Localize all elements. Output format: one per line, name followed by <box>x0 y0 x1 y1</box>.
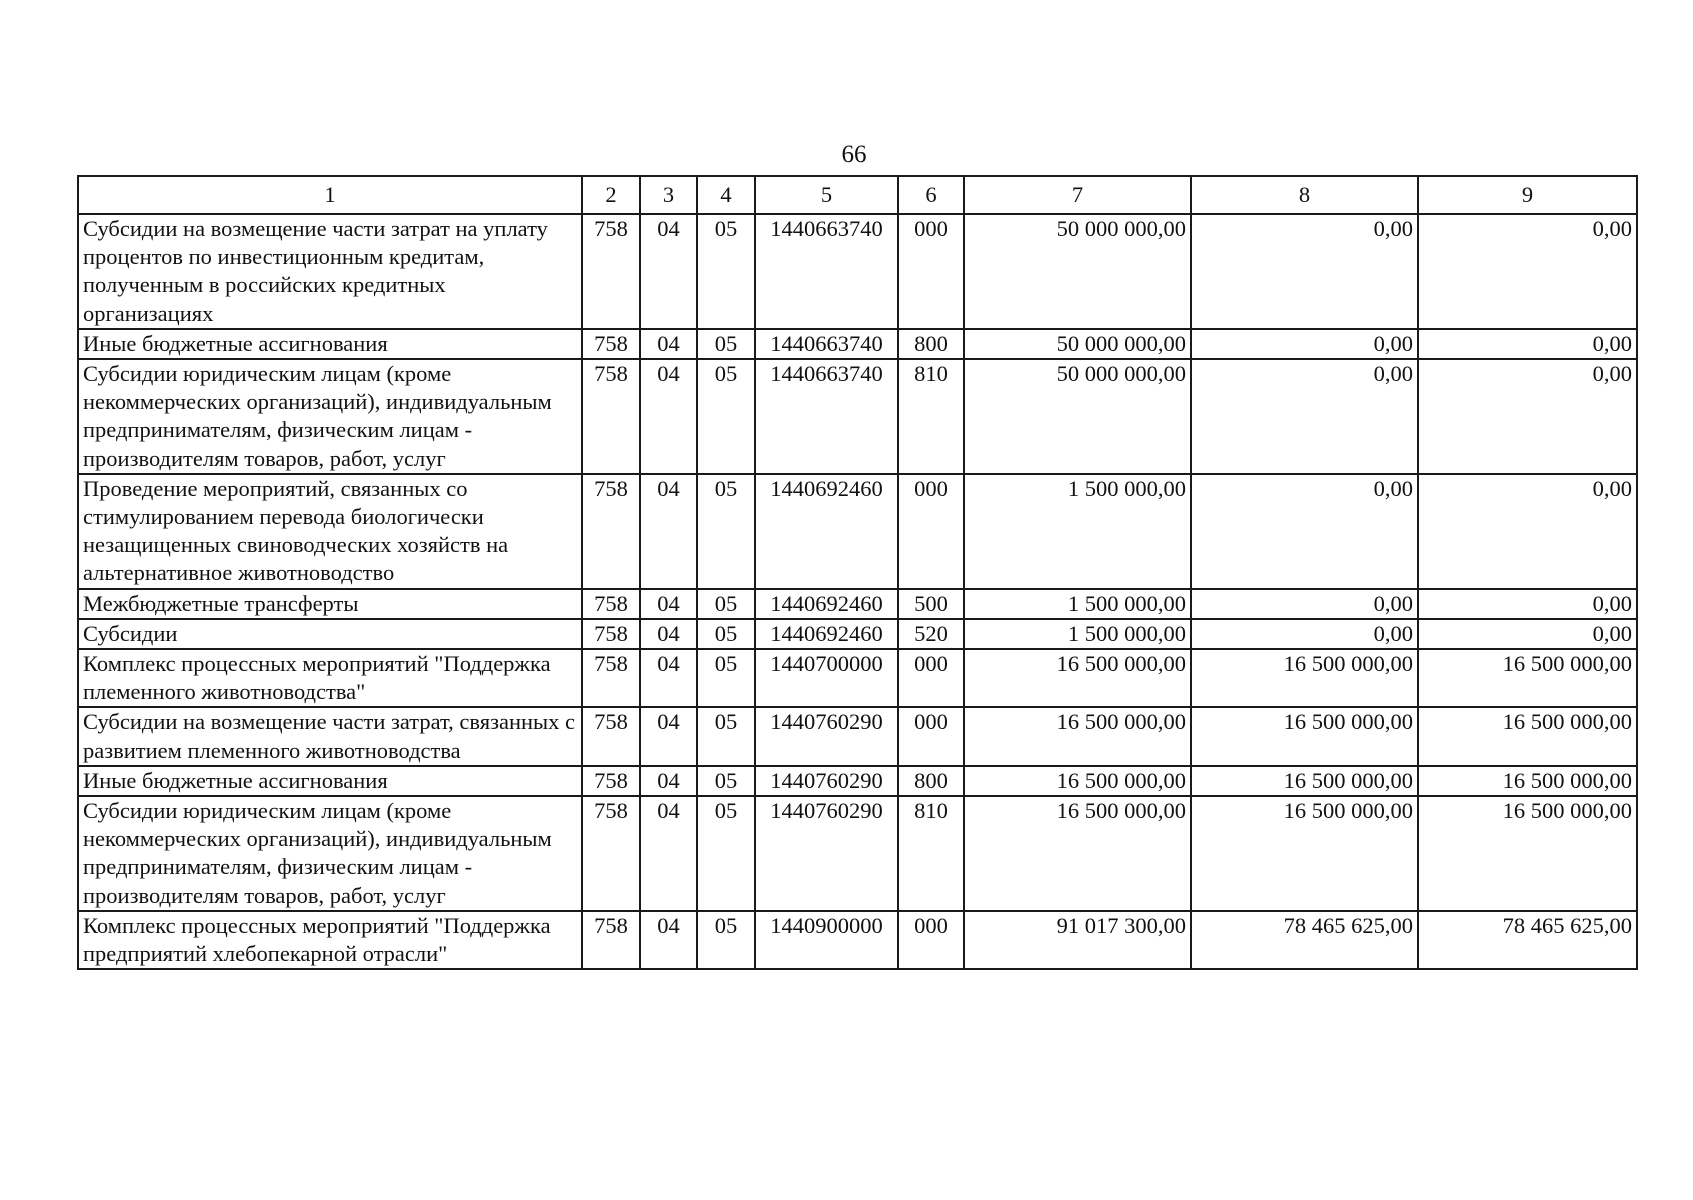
amount-cell: 0,00 <box>1418 474 1637 589</box>
table-row <box>78 707 1637 765</box>
column-header: 4 <box>697 176 755 214</box>
code-cell: 800 <box>898 329 964 359</box>
amount-cell: 16 500 000,00 <box>964 649 1191 707</box>
code-cell: 04 <box>640 589 697 619</box>
amount-cell: 1 500 000,00 <box>964 474 1191 589</box>
amount-cell: 16 500 000,00 <box>1418 796 1637 911</box>
code-cell: 000 <box>898 649 964 707</box>
code-cell: 1440692460 <box>755 474 898 589</box>
column-header: 8 <box>1191 176 1418 214</box>
row-name: Субсидии юридическим лицам (кроме некоммерческих организаций), индивидуальным предпринимателям, физическим лицам - производителям товаров, работ, услуг <box>78 796 582 911</box>
code-cell: 05 <box>697 359 755 474</box>
row-name: Иные бюджетные ассигнования <box>78 329 582 359</box>
amount-cell: 0,00 <box>1418 359 1637 474</box>
page-number: 66 <box>841 141 867 168</box>
amount-cell: 50 000 000,00 <box>964 214 1191 329</box>
code-cell: 1440760290 <box>755 796 898 911</box>
code-cell: 758 <box>582 766 640 796</box>
code-cell: 05 <box>697 766 755 796</box>
code-cell: 04 <box>640 707 697 765</box>
row-name: Субсидии на возмещение части затрат, связанных с развитием племенного животноводства <box>78 707 582 765</box>
code-cell: 758 <box>582 214 640 329</box>
amount-cell: 50 000 000,00 <box>964 359 1191 474</box>
amount-cell: 16 500 000,00 <box>1191 766 1418 796</box>
code-cell: 810 <box>898 359 964 474</box>
amount-cell: 16 500 000,00 <box>1418 649 1637 707</box>
code-cell: 810 <box>898 796 964 911</box>
amount-cell: 16 500 000,00 <box>964 766 1191 796</box>
amount-cell: 0,00 <box>1191 589 1418 619</box>
code-cell: 04 <box>640 329 697 359</box>
code-cell: 1440663740 <box>755 214 898 329</box>
code-cell: 758 <box>582 707 640 765</box>
table-row <box>78 589 1637 619</box>
row-name: Субсидии <box>78 619 582 649</box>
column-header: 2 <box>582 176 640 214</box>
column-header: 3 <box>640 176 697 214</box>
code-cell: 520 <box>898 619 964 649</box>
amount-cell: 0,00 <box>1418 619 1637 649</box>
budget-table <box>77 175 1638 970</box>
row-name: Комплекс процессных мероприятий "Поддержка племенного животноводства" <box>78 649 582 707</box>
code-cell: 000 <box>898 214 964 329</box>
code-cell: 758 <box>582 649 640 707</box>
code-cell: 05 <box>697 619 755 649</box>
code-cell: 05 <box>697 589 755 619</box>
table-row <box>78 619 1637 649</box>
table-row <box>78 911 1637 969</box>
code-cell: 1440663740 <box>755 359 898 474</box>
code-cell: 05 <box>697 911 755 969</box>
amount-cell: 0,00 <box>1191 619 1418 649</box>
code-cell: 1440760290 <box>755 766 898 796</box>
code-cell: 000 <box>898 474 964 589</box>
code-cell: 758 <box>582 359 640 474</box>
amount-cell: 1 500 000,00 <box>964 619 1191 649</box>
code-cell: 05 <box>697 796 755 911</box>
amount-cell: 16 500 000,00 <box>1418 707 1637 765</box>
table-row <box>78 766 1637 796</box>
row-name: Межбюджетные трансферты <box>78 589 582 619</box>
code-cell: 000 <box>898 707 964 765</box>
code-cell: 758 <box>582 589 640 619</box>
table-row <box>78 649 1637 707</box>
amount-cell: 0,00 <box>1191 359 1418 474</box>
table-row <box>78 214 1637 329</box>
amount-cell: 0,00 <box>1191 329 1418 359</box>
table-row <box>78 796 1637 911</box>
code-cell: 800 <box>898 766 964 796</box>
column-header: 9 <box>1418 176 1637 214</box>
amount-cell: 16 500 000,00 <box>1191 707 1418 765</box>
code-cell: 758 <box>582 796 640 911</box>
code-cell: 05 <box>697 214 755 329</box>
header-row <box>78 176 1637 214</box>
code-cell: 758 <box>582 911 640 969</box>
amount-cell: 0,00 <box>1418 214 1637 329</box>
row-name: Комплекс процессных мероприятий "Поддержка предприятий хлебопекарной отрасли" <box>78 911 582 969</box>
amount-cell: 16 500 000,00 <box>964 707 1191 765</box>
code-cell: 04 <box>640 911 697 969</box>
amount-cell: 0,00 <box>1191 214 1418 329</box>
amount-cell: 16 500 000,00 <box>1418 766 1637 796</box>
amount-cell: 0,00 <box>1191 474 1418 589</box>
amount-cell: 16 500 000,00 <box>1191 649 1418 707</box>
code-cell: 04 <box>640 474 697 589</box>
column-header: 6 <box>898 176 964 214</box>
code-cell: 04 <box>640 796 697 911</box>
code-cell: 04 <box>640 214 697 329</box>
table-row <box>78 359 1637 474</box>
amount-cell: 0,00 <box>1418 329 1637 359</box>
amount-cell: 78 465 625,00 <box>1191 911 1418 969</box>
row-name: Субсидии юридическим лицам (кроме некоммерческих организаций), индивидуальным предпринимателям, физическим лицам - производителям товаров, работ, услуг <box>78 359 582 474</box>
table-row <box>78 474 1637 589</box>
code-cell: 758 <box>582 329 640 359</box>
code-cell: 758 <box>582 619 640 649</box>
code-cell: 05 <box>697 329 755 359</box>
code-cell: 05 <box>697 649 755 707</box>
column-header: 1 <box>78 176 582 214</box>
code-cell: 758 <box>582 474 640 589</box>
code-cell: 1440700000 <box>755 649 898 707</box>
code-cell: 1440900000 <box>755 911 898 969</box>
code-cell: 000 <box>898 911 964 969</box>
amount-cell: 91 017 300,00 <box>964 911 1191 969</box>
table-row <box>78 329 1637 359</box>
amount-cell: 1 500 000,00 <box>964 589 1191 619</box>
amount-cell: 16 500 000,00 <box>964 796 1191 911</box>
column-header: 7 <box>964 176 1191 214</box>
row-name: Проведение мероприятий, связанных со стимулированием перевода биологически незащищенных свиноводческих хозяйств на альтернативное животноводство <box>78 474 582 589</box>
code-cell: 1440663740 <box>755 329 898 359</box>
column-header: 5 <box>755 176 898 214</box>
code-cell: 04 <box>640 766 697 796</box>
code-cell: 1440692460 <box>755 589 898 619</box>
code-cell: 1440692460 <box>755 619 898 649</box>
amount-cell: 16 500 000,00 <box>1191 796 1418 911</box>
amount-cell: 0,00 <box>1418 589 1637 619</box>
amount-cell: 78 465 625,00 <box>1418 911 1637 969</box>
code-cell: 1440760290 <box>755 707 898 765</box>
row-name: Иные бюджетные ассигнования <box>78 766 582 796</box>
amount-cell: 50 000 000,00 <box>964 329 1191 359</box>
code-cell: 05 <box>697 474 755 589</box>
row-name: Субсидии на возмещение части затрат на уплату процентов по инвестиционным кредитам, полученным в российских кредитных организациях <box>78 214 582 329</box>
code-cell: 04 <box>640 649 697 707</box>
code-cell: 05 <box>697 707 755 765</box>
code-cell: 04 <box>640 359 697 474</box>
code-cell: 500 <box>898 589 964 619</box>
code-cell: 04 <box>640 619 697 649</box>
